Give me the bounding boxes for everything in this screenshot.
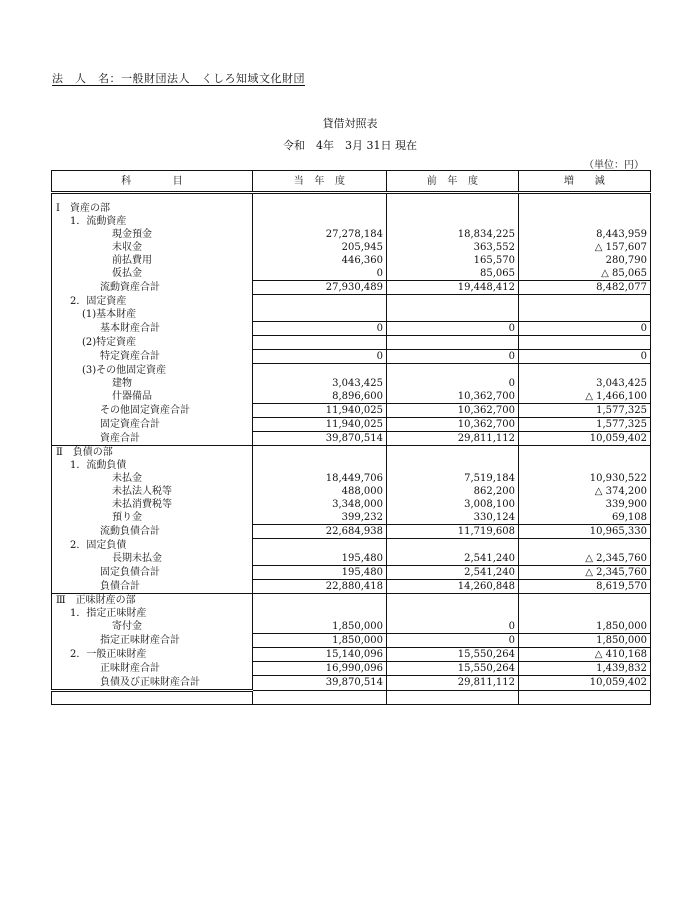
table-row xyxy=(52,498,651,511)
table-row xyxy=(52,580,651,594)
table-row xyxy=(52,295,651,309)
row-label: Ⅱ 負債の部 xyxy=(52,446,253,460)
row-label: 什器備品 xyxy=(52,390,253,404)
table-row xyxy=(52,241,651,254)
row-label: 流動資産合計 xyxy=(52,281,253,295)
row-label: 2．一般正味財産 xyxy=(52,648,253,662)
table-row xyxy=(52,267,651,281)
previous-year-value xyxy=(387,215,519,228)
previous-year-value xyxy=(387,446,519,460)
row-label: 未収金 xyxy=(52,241,253,254)
previous-year-value: 14,260,848 xyxy=(387,580,519,594)
previous-year-value: 2,541,240 xyxy=(387,566,519,580)
previous-year-value: 0 xyxy=(387,377,519,390)
spacer-row xyxy=(52,193,651,203)
previous-year-value: 10,362,700 xyxy=(387,390,519,404)
previous-year-value: 862,200 xyxy=(387,485,519,498)
previous-year-value xyxy=(387,202,519,215)
row-label: 前払費用 xyxy=(52,254,253,267)
previous-year-value: 2,541,240 xyxy=(387,552,519,566)
difference-value xyxy=(519,446,651,460)
previous-year-value: 18,834,225 xyxy=(387,228,519,241)
previous-year-value xyxy=(387,364,519,378)
current-year-value: 39,870,514 xyxy=(253,432,387,446)
difference-value: 1,439,832 xyxy=(519,662,651,676)
difference-value: 1,850,000 xyxy=(519,620,651,634)
difference-value xyxy=(519,459,651,472)
difference-value: 1,577,325 xyxy=(519,404,651,418)
previous-year-value: 29,811,112 xyxy=(387,676,519,691)
previous-year-value xyxy=(387,607,519,620)
current-year-value: 0 xyxy=(253,350,387,364)
difference-value: 0 xyxy=(519,350,651,364)
corporation-name: 法 人 名：一般財団法人 くしろ知域文化財団 xyxy=(52,72,305,85)
difference-value: △ 410,168 xyxy=(519,648,651,662)
table-header-row xyxy=(52,171,651,193)
previous-year-value: 29,811,112 xyxy=(387,432,519,446)
difference-value: 0 xyxy=(519,322,651,336)
row-label: 1．指定正味財産 xyxy=(52,607,253,620)
spacer-cell xyxy=(253,193,387,203)
balance-sheet-table xyxy=(51,170,651,705)
previous-year-value: 0 xyxy=(387,322,519,336)
table-row xyxy=(52,446,651,460)
row-label: (3)その他固定資産 xyxy=(52,364,253,378)
row-label: 未払金 xyxy=(52,472,253,485)
current-year-value: 27,930,489 xyxy=(253,281,387,295)
row-label: 2．固定負債 xyxy=(52,539,253,553)
previous-year-value: 85,065 xyxy=(387,267,519,281)
previous-year-value: 15,550,264 xyxy=(387,662,519,676)
previous-year-value xyxy=(387,459,519,472)
current-year-value: 18,449,706 xyxy=(253,472,387,485)
row-label: 固定資産合計 xyxy=(52,418,253,432)
current-year-value: 3,348,000 xyxy=(253,498,387,511)
table-row xyxy=(52,390,651,404)
table-row xyxy=(52,459,651,472)
current-year-value: 205,945 xyxy=(253,241,387,254)
current-year-value: 195,480 xyxy=(253,566,387,580)
previous-year-value xyxy=(387,336,519,350)
previous-year-value: 10,362,700 xyxy=(387,418,519,432)
current-year-value: 39,870,514 xyxy=(253,676,387,691)
row-label: 負債及び正味財産合計 xyxy=(52,676,253,691)
current-year-value: 11,940,025 xyxy=(253,418,387,432)
spacer-cell xyxy=(253,690,387,704)
difference-value: 10,059,402 xyxy=(519,676,651,691)
difference-value: 8,482,077 xyxy=(519,281,651,295)
footer-spacer-row xyxy=(52,690,651,704)
table-row xyxy=(52,364,651,378)
difference-value: 339,900 xyxy=(519,498,651,511)
difference-value: △ 2,345,760 xyxy=(519,552,651,566)
table-row xyxy=(52,215,651,228)
row-label: 指定正味財産合計 xyxy=(52,634,253,648)
table-row xyxy=(52,662,651,676)
row-label: 基本財産合計 xyxy=(52,322,253,336)
previous-year-value xyxy=(387,539,519,553)
table-row xyxy=(52,472,651,485)
table-row xyxy=(52,634,651,648)
row-label: 正味財産合計 xyxy=(52,662,253,676)
table-row xyxy=(52,336,651,350)
table-row xyxy=(52,566,651,580)
spacer-cell xyxy=(387,690,519,704)
unit-label: （単位：円） xyxy=(584,160,644,171)
current-year-value xyxy=(253,202,387,215)
current-year-value: 15,140,096 xyxy=(253,648,387,662)
difference-value: 10,930,522 xyxy=(519,472,651,485)
table-row xyxy=(52,254,651,267)
table-row xyxy=(52,432,651,446)
row-label: 預り金 xyxy=(52,511,253,525)
row-label: 長期未払金 xyxy=(52,552,253,566)
row-label: 資産合計 xyxy=(52,432,253,446)
row-label: 寄付金 xyxy=(52,620,253,634)
difference-value: △ 157,607 xyxy=(519,241,651,254)
row-label: 特定資産合計 xyxy=(52,350,253,364)
difference-value: 8,619,570 xyxy=(519,580,651,594)
column-header-current-year: 当 年 度 xyxy=(253,171,387,193)
row-label: 1．流動負債 xyxy=(52,459,253,472)
previous-year-value: 363,552 xyxy=(387,241,519,254)
difference-value: △ 2,345,760 xyxy=(519,566,651,580)
difference-value: 1,577,325 xyxy=(519,418,651,432)
difference-value: 1,850,000 xyxy=(519,634,651,648)
spacer-cell xyxy=(387,193,519,203)
previous-year-value: 15,550,264 xyxy=(387,648,519,662)
document-title: 貸借対照表 xyxy=(322,117,378,130)
current-year-value xyxy=(253,336,387,350)
current-year-value: 3,043,425 xyxy=(253,377,387,390)
previous-year-value xyxy=(387,594,519,608)
row-label: 現金預金 xyxy=(52,228,253,241)
difference-value: △ 374,200 xyxy=(519,485,651,498)
current-year-value: 195,480 xyxy=(253,552,387,566)
table-row xyxy=(52,552,651,566)
current-year-value: 11,940,025 xyxy=(253,404,387,418)
row-label: その他固定資産合計 xyxy=(52,404,253,418)
current-year-value xyxy=(253,607,387,620)
row-label: Ⅰ 資産の部 xyxy=(52,202,253,215)
difference-value: 280,790 xyxy=(519,254,651,267)
table-row xyxy=(52,525,651,539)
current-year-value xyxy=(253,459,387,472)
spacer-cell xyxy=(52,690,253,704)
current-year-value: 22,684,938 xyxy=(253,525,387,539)
current-year-value xyxy=(253,295,387,309)
current-year-value: 399,232 xyxy=(253,511,387,525)
previous-year-value: 165,570 xyxy=(387,254,519,267)
table-row xyxy=(52,539,651,553)
table-row xyxy=(52,322,651,336)
table-body xyxy=(52,193,651,705)
spacer-cell xyxy=(519,193,651,203)
table-row xyxy=(52,404,651,418)
difference-value: 10,965,330 xyxy=(519,525,651,539)
row-label: 未払法人税等 xyxy=(52,485,253,498)
previous-year-value: 330,124 xyxy=(387,511,519,525)
difference-value xyxy=(519,336,651,350)
report-date: 令和 4年 3月 31日 現在 xyxy=(283,139,417,152)
current-year-value: 22,880,418 xyxy=(253,580,387,594)
previous-year-value: 10,362,700 xyxy=(387,404,519,418)
current-year-value: 27,278,184 xyxy=(253,228,387,241)
current-year-value xyxy=(253,364,387,378)
difference-value: 3,043,425 xyxy=(519,377,651,390)
previous-year-value xyxy=(387,308,519,322)
current-year-value xyxy=(253,539,387,553)
table-row xyxy=(52,228,651,241)
table-row xyxy=(52,485,651,498)
difference-value: △ 85,065 xyxy=(519,267,651,281)
difference-value: 69,108 xyxy=(519,511,651,525)
table-row xyxy=(52,594,651,608)
difference-value xyxy=(519,364,651,378)
table-row xyxy=(52,350,651,364)
difference-value: 8,443,959 xyxy=(519,228,651,241)
table-row xyxy=(52,418,651,432)
row-label: 固定負債合計 xyxy=(52,566,253,580)
table-row xyxy=(52,607,651,620)
previous-year-value: 0 xyxy=(387,350,519,364)
previous-year-value: 0 xyxy=(387,634,519,648)
previous-year-value: 19,448,412 xyxy=(387,281,519,295)
current-year-value: 0 xyxy=(253,322,387,336)
difference-value xyxy=(519,295,651,309)
row-label: 2．固定資産 xyxy=(52,295,253,309)
current-year-value xyxy=(253,446,387,460)
current-year-value: 16,990,096 xyxy=(253,662,387,676)
current-year-value xyxy=(253,594,387,608)
difference-value xyxy=(519,539,651,553)
current-year-value: 0 xyxy=(253,267,387,281)
table-row xyxy=(52,676,651,691)
row-label: Ⅲ 正味財産の部 xyxy=(52,594,253,608)
current-year-value: 8,896,600 xyxy=(253,390,387,404)
row-label: 流動負債合計 xyxy=(52,525,253,539)
current-year-value xyxy=(253,215,387,228)
table-row xyxy=(52,511,651,525)
previous-year-value: 11,719,608 xyxy=(387,525,519,539)
table-row xyxy=(52,308,651,322)
difference-value xyxy=(519,202,651,215)
table-row xyxy=(52,202,651,215)
column-header-account: 科 目 xyxy=(52,171,253,193)
table-row xyxy=(52,620,651,634)
difference-value xyxy=(519,594,651,608)
previous-year-value: 7,519,184 xyxy=(387,472,519,485)
table-row xyxy=(52,648,651,662)
difference-value: 10,059,402 xyxy=(519,432,651,446)
table-row xyxy=(52,377,651,390)
current-year-value: 446,360 xyxy=(253,254,387,267)
previous-year-value xyxy=(387,295,519,309)
table-row xyxy=(52,281,651,295)
previous-year-value: 3,008,100 xyxy=(387,498,519,511)
current-year-value xyxy=(253,308,387,322)
spacer-cell xyxy=(52,193,253,203)
row-label: 負債合計 xyxy=(52,580,253,594)
row-label: 仮払金 xyxy=(52,267,253,281)
current-year-value: 1,850,000 xyxy=(253,634,387,648)
row-label: (1)基本財産 xyxy=(52,308,253,322)
current-year-value: 1,850,000 xyxy=(253,620,387,634)
difference-value xyxy=(519,215,651,228)
spacer-cell xyxy=(519,690,651,704)
row-label: 1．流動資産 xyxy=(52,215,253,228)
difference-value: △ 1,466,100 xyxy=(519,390,651,404)
column-header-difference: 増 減 xyxy=(519,171,651,193)
row-label: 建物 xyxy=(52,377,253,390)
previous-year-value: 0 xyxy=(387,620,519,634)
current-year-value: 488,000 xyxy=(253,485,387,498)
difference-value xyxy=(519,607,651,620)
difference-value xyxy=(519,308,651,322)
row-label: (2)特定資産 xyxy=(52,336,253,350)
row-label: 未払消費税等 xyxy=(52,498,253,511)
column-header-previous-year: 前 年 度 xyxy=(387,171,519,193)
